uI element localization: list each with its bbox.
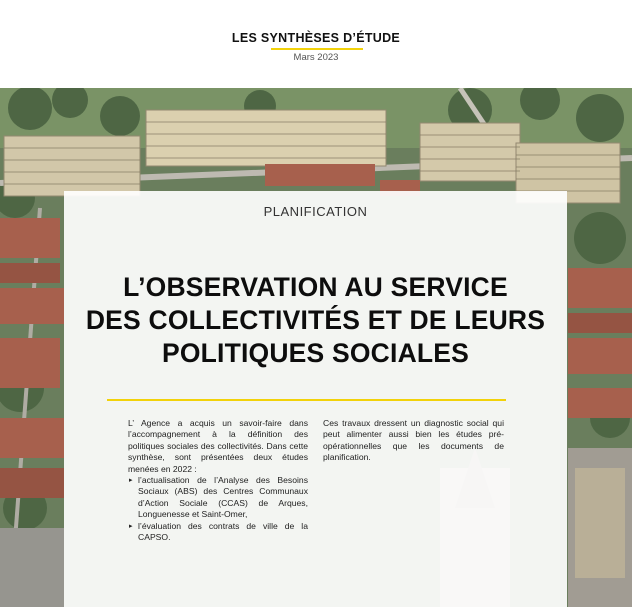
list-item (128, 521, 308, 544)
list-item-text: l’actualisation de l’Analyse des Besoins Sociaux (ABS) des Centres Communaux d’Action Sociale (CCAS) de Arques, Longuenesse et Saint-Omer, (138, 475, 308, 520)
title-accent-rule (107, 399, 506, 401)
study-list (128, 475, 308, 543)
intro-paragraph: L’ Agence a acquis un savoir-faire dans l’accompagnement à la définition des politiques sociales des collectivités. Dans cette synthèse, sont présentées deux études menées en 2022 : (128, 418, 308, 474)
triangle-bullet-icon: ▸ (129, 477, 133, 485)
content-card (64, 191, 567, 607)
page-header (0, 0, 632, 88)
series-title: LES SYNTHÈSES D’ÉTUDE (231, 31, 401, 45)
right-column (323, 418, 504, 464)
list-item-text: l’évaluation des contrats de ville de la CAPSO. (138, 520, 308, 543)
publication-date: Mars 2023 (293, 52, 339, 63)
list-item (128, 475, 308, 521)
triangle-bullet-icon: ▸ (129, 522, 133, 530)
title-line: POLITIQUES SOCIALES (161, 338, 470, 368)
title-line: L’OBSERVATION AU SERVICE (123, 272, 508, 302)
left-column (128, 418, 308, 543)
summary-paragraph: Ces travaux dressent un diagnostic social qui peut alimenter aussi bien les études pré-opérationnelles que les documents de planification. (323, 418, 504, 463)
main-title (64, 271, 567, 370)
header-accent-rule (271, 48, 363, 50)
title-line: DES COLLECTIVITÉS ET DE LEURS (85, 305, 546, 335)
category-kicker: PLANIFICATION (263, 204, 368, 219)
